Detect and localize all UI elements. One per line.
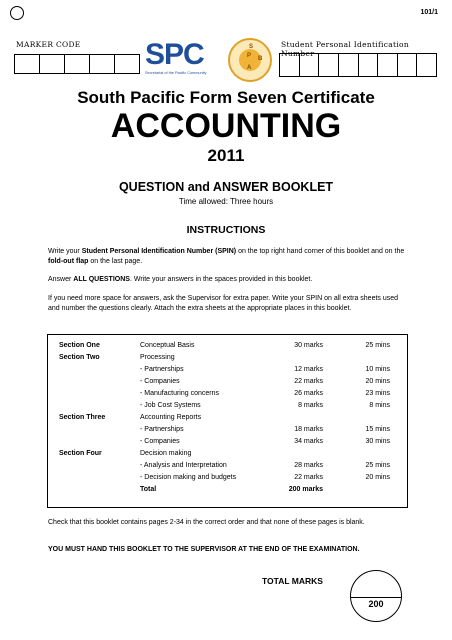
instruction-spin: Write your Student Personal Identification Number (SPIN) on the top right hand corner of this booklet and on the fold-out flap on the last page.: [48, 248, 405, 265]
section-row: - Companies 22 marks 20 mins: [140, 378, 390, 385]
instruction-answer-all: Answer ALL QUESTIONS. Write your answers in the spaces provided in this booklet.: [48, 276, 313, 283]
marker-code-label: MARKER CODE: [16, 40, 81, 49]
instructions-heading: INSTRUCTIONS: [186, 224, 266, 236]
section-row: - Decision making and budgets 22 marks 20 mins: [140, 474, 390, 481]
instruction-extra-paper: If you need more space for answers, ask the Supervisor for extra paper. Write your SPIN on all extra sheets used and number the questions clearly. Attach the extra sheets at the appropriate places in this booklet.: [48, 295, 399, 312]
exam-title: South Pacific Form Seven Certificate: [77, 88, 375, 107]
sections-table: [47, 334, 408, 508]
section-row: Section One Conceptual Basis 30 marks 25 mins: [59, 342, 390, 349]
seal-letter: A: [247, 65, 252, 71]
section-row: Section Four Decision making: [59, 450, 192, 457]
spbea-seal-icon: [228, 38, 272, 82]
marker-code-box: [14, 40, 140, 76]
seal-letter: S: [249, 44, 254, 50]
total-marks-circle[interactable]: [350, 570, 402, 622]
time-allowed: Time allowed: Three hours: [178, 197, 274, 206]
section-row: - Partnerships 18 marks 15 mins: [140, 426, 390, 433]
spin-box: [279, 40, 437, 80]
section-row: - Companies 34 marks 30 mins: [140, 438, 390, 445]
section-row: Section Two Processing: [59, 354, 175, 361]
total-marks-value: 200: [368, 599, 384, 609]
spc-logo-letters: SPC: [145, 38, 204, 71]
corner-circle-mark: [10, 6, 24, 20]
section-row: - Partnerships 12 marks 10 mins: [140, 366, 390, 373]
seal-letter: B: [258, 56, 263, 62]
section-row: - Job Cost Systems 8 marks 8 mins: [140, 402, 390, 409]
seal-letter: P: [247, 53, 252, 59]
exam-year: 2011: [207, 146, 245, 165]
section-row: Section Three Accounting Reports: [59, 414, 202, 421]
spc-logo-tagline: Secretariat of the Pacific Community: [145, 71, 207, 75]
page-code: 101/1: [420, 9, 438, 16]
section-row: - Analysis and Interpretation 28 marks 25 mins: [140, 462, 390, 469]
page-check-note: Check that this booklet contains pages 2-34 in the correct order and that none of these pages is blank.: [48, 519, 365, 526]
hand-in-note: YOU MUST HAND THIS BOOKLET TO THE SUPERVISOR AT THE END OF THE EXAMINATION.: [48, 546, 360, 553]
spin-cells[interactable]: [279, 53, 437, 77]
marker-code-cells[interactable]: [14, 54, 140, 74]
total-marks-label: TOTAL MARKS: [262, 576, 323, 586]
booklet-heading: QUESTION and ANSWER BOOKLET: [118, 180, 334, 194]
spin-label: Student Personal Identification Number: [281, 40, 409, 58]
spc-logo: [145, 40, 225, 80]
section-total-row: Total 200 marks: [140, 486, 323, 493]
section-row: - Manufacturing concerns 26 marks 23 mins: [140, 390, 390, 397]
subject-title: ACCOUNTING: [110, 107, 342, 145]
